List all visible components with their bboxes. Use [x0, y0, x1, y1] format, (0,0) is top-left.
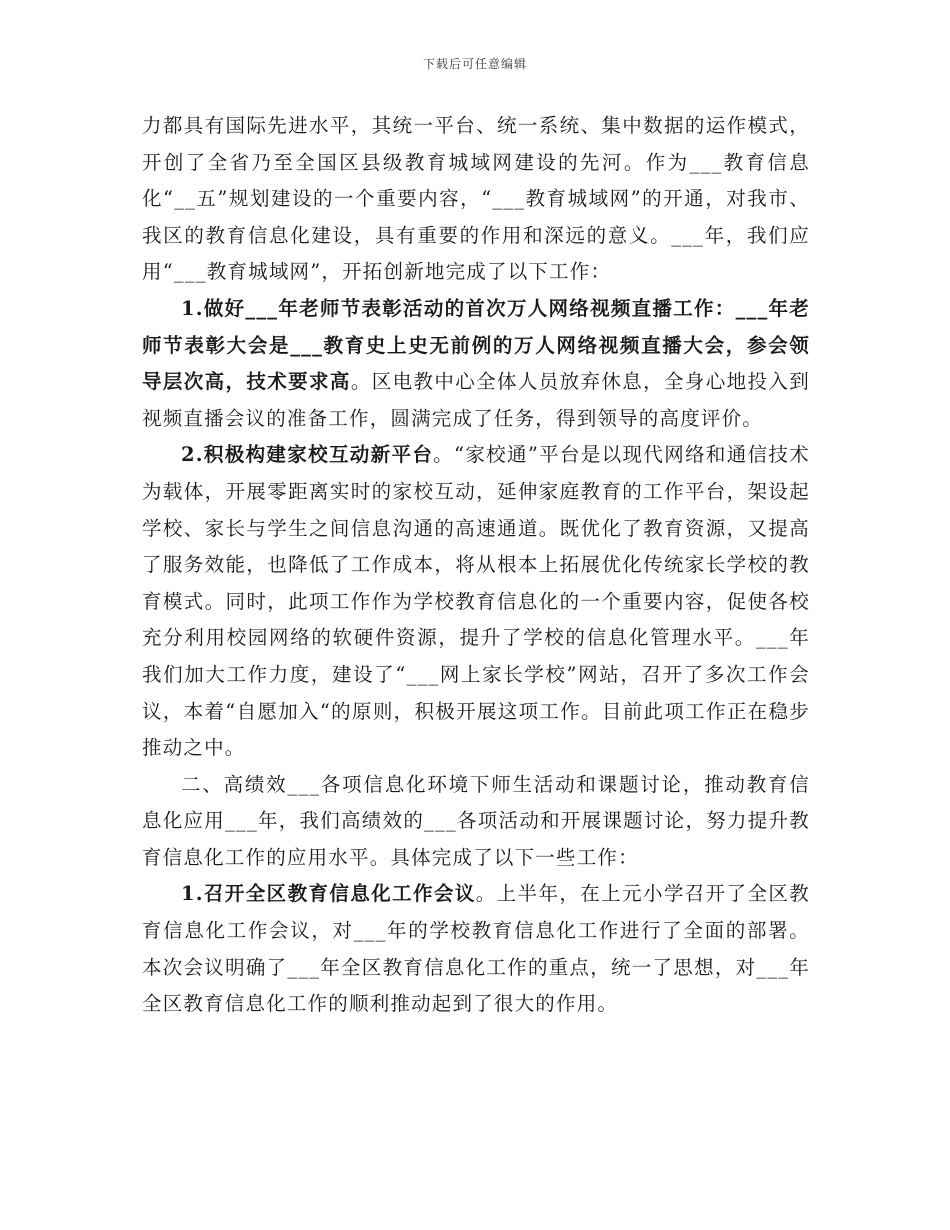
item-2-text: 。“家校通”平台是以现代网络和通信技术为载体，开展零距离实时的家校互动，延伸家庭教育的工作平台，架设起学校、家长与学生之间信息沟通的高速通道。既优化了教育资源，又提高了服务效能，也降低了工作成本，将从根本上拓展优化传统家长学校的教育模式。同时，此项工作作为学校教育信息化的一个重要内容，促使各校充分利用校园网络的软硬件资源，提升了学校的信息化管理水平。___年我们加大工作力度，建设了“___网上家长学校”网站，召开了多次工作会议，本着“自愿加入“的原则，积极开展这项工作。目前此项工作正在稳步推动之中。 — [142, 443, 810, 760]
paragraph-item-2 — [142, 437, 810, 766]
paragraph-section-2-item-1 — [142, 876, 810, 1022]
section-2-item-1-heading: 1.召开全区教育信息化工作会议 — [181, 882, 476, 906]
paragraph-section-2: 二、高绩效___各项信息化环境下师生活动和课题讨论，推动教育信息化应用___年，我们高绩效的___各项活动和开展课题讨论，努力提升教育信息化工作的应用水平。具体完成了以下一些工作： — [142, 772, 810, 869]
paragraph-intro: 力都具有国际先进水平，其统一平台、统一系统、集中数据的运作模式，开创了全省乃至全国区县级教育城域网建设的先河。作为___教育信息化“__五”规划建设的一个重要内容，“___教育城域网”的开通，对我市、我区的教育信息化建设，具有重要的作用和深远的意义。___年，我们应用“___教育城域网”，开拓创新地完成了以下工作： — [142, 114, 810, 284]
document-body — [142, 108, 810, 1023]
item-1-heading: 1.做好___年老师节表彰活动的首次万人网络视频直播工作：___年老师节表彰大会是___教育史上史无前例的万人网络视频直播大会，参会领导层次高，技术要求高 — [142, 296, 810, 394]
section-2-item-1-text: 。上半年，在上元小学召开了全区教育信息化工作会议，对___年的学校教育信息化工作进行了全面的部署。本次会议明确了___年全区教育信息化工作的重点，统一了思想，对___年全区教育信息化工作的顺利推动起到了很大的作用。 — [142, 882, 811, 1016]
item-1-text: 。区电教中心全体人员放弃休息，全身心地投入到视频直播会议的准备工作，圆满完成了任务，得到领导的高度评价。 — [142, 370, 810, 430]
item-2-heading: 2.积极构建家校互动新平台 — [181, 443, 434, 467]
header-note: 下载后可任意编辑 — [422, 57, 527, 71]
paragraph-item-1 — [142, 291, 810, 437]
